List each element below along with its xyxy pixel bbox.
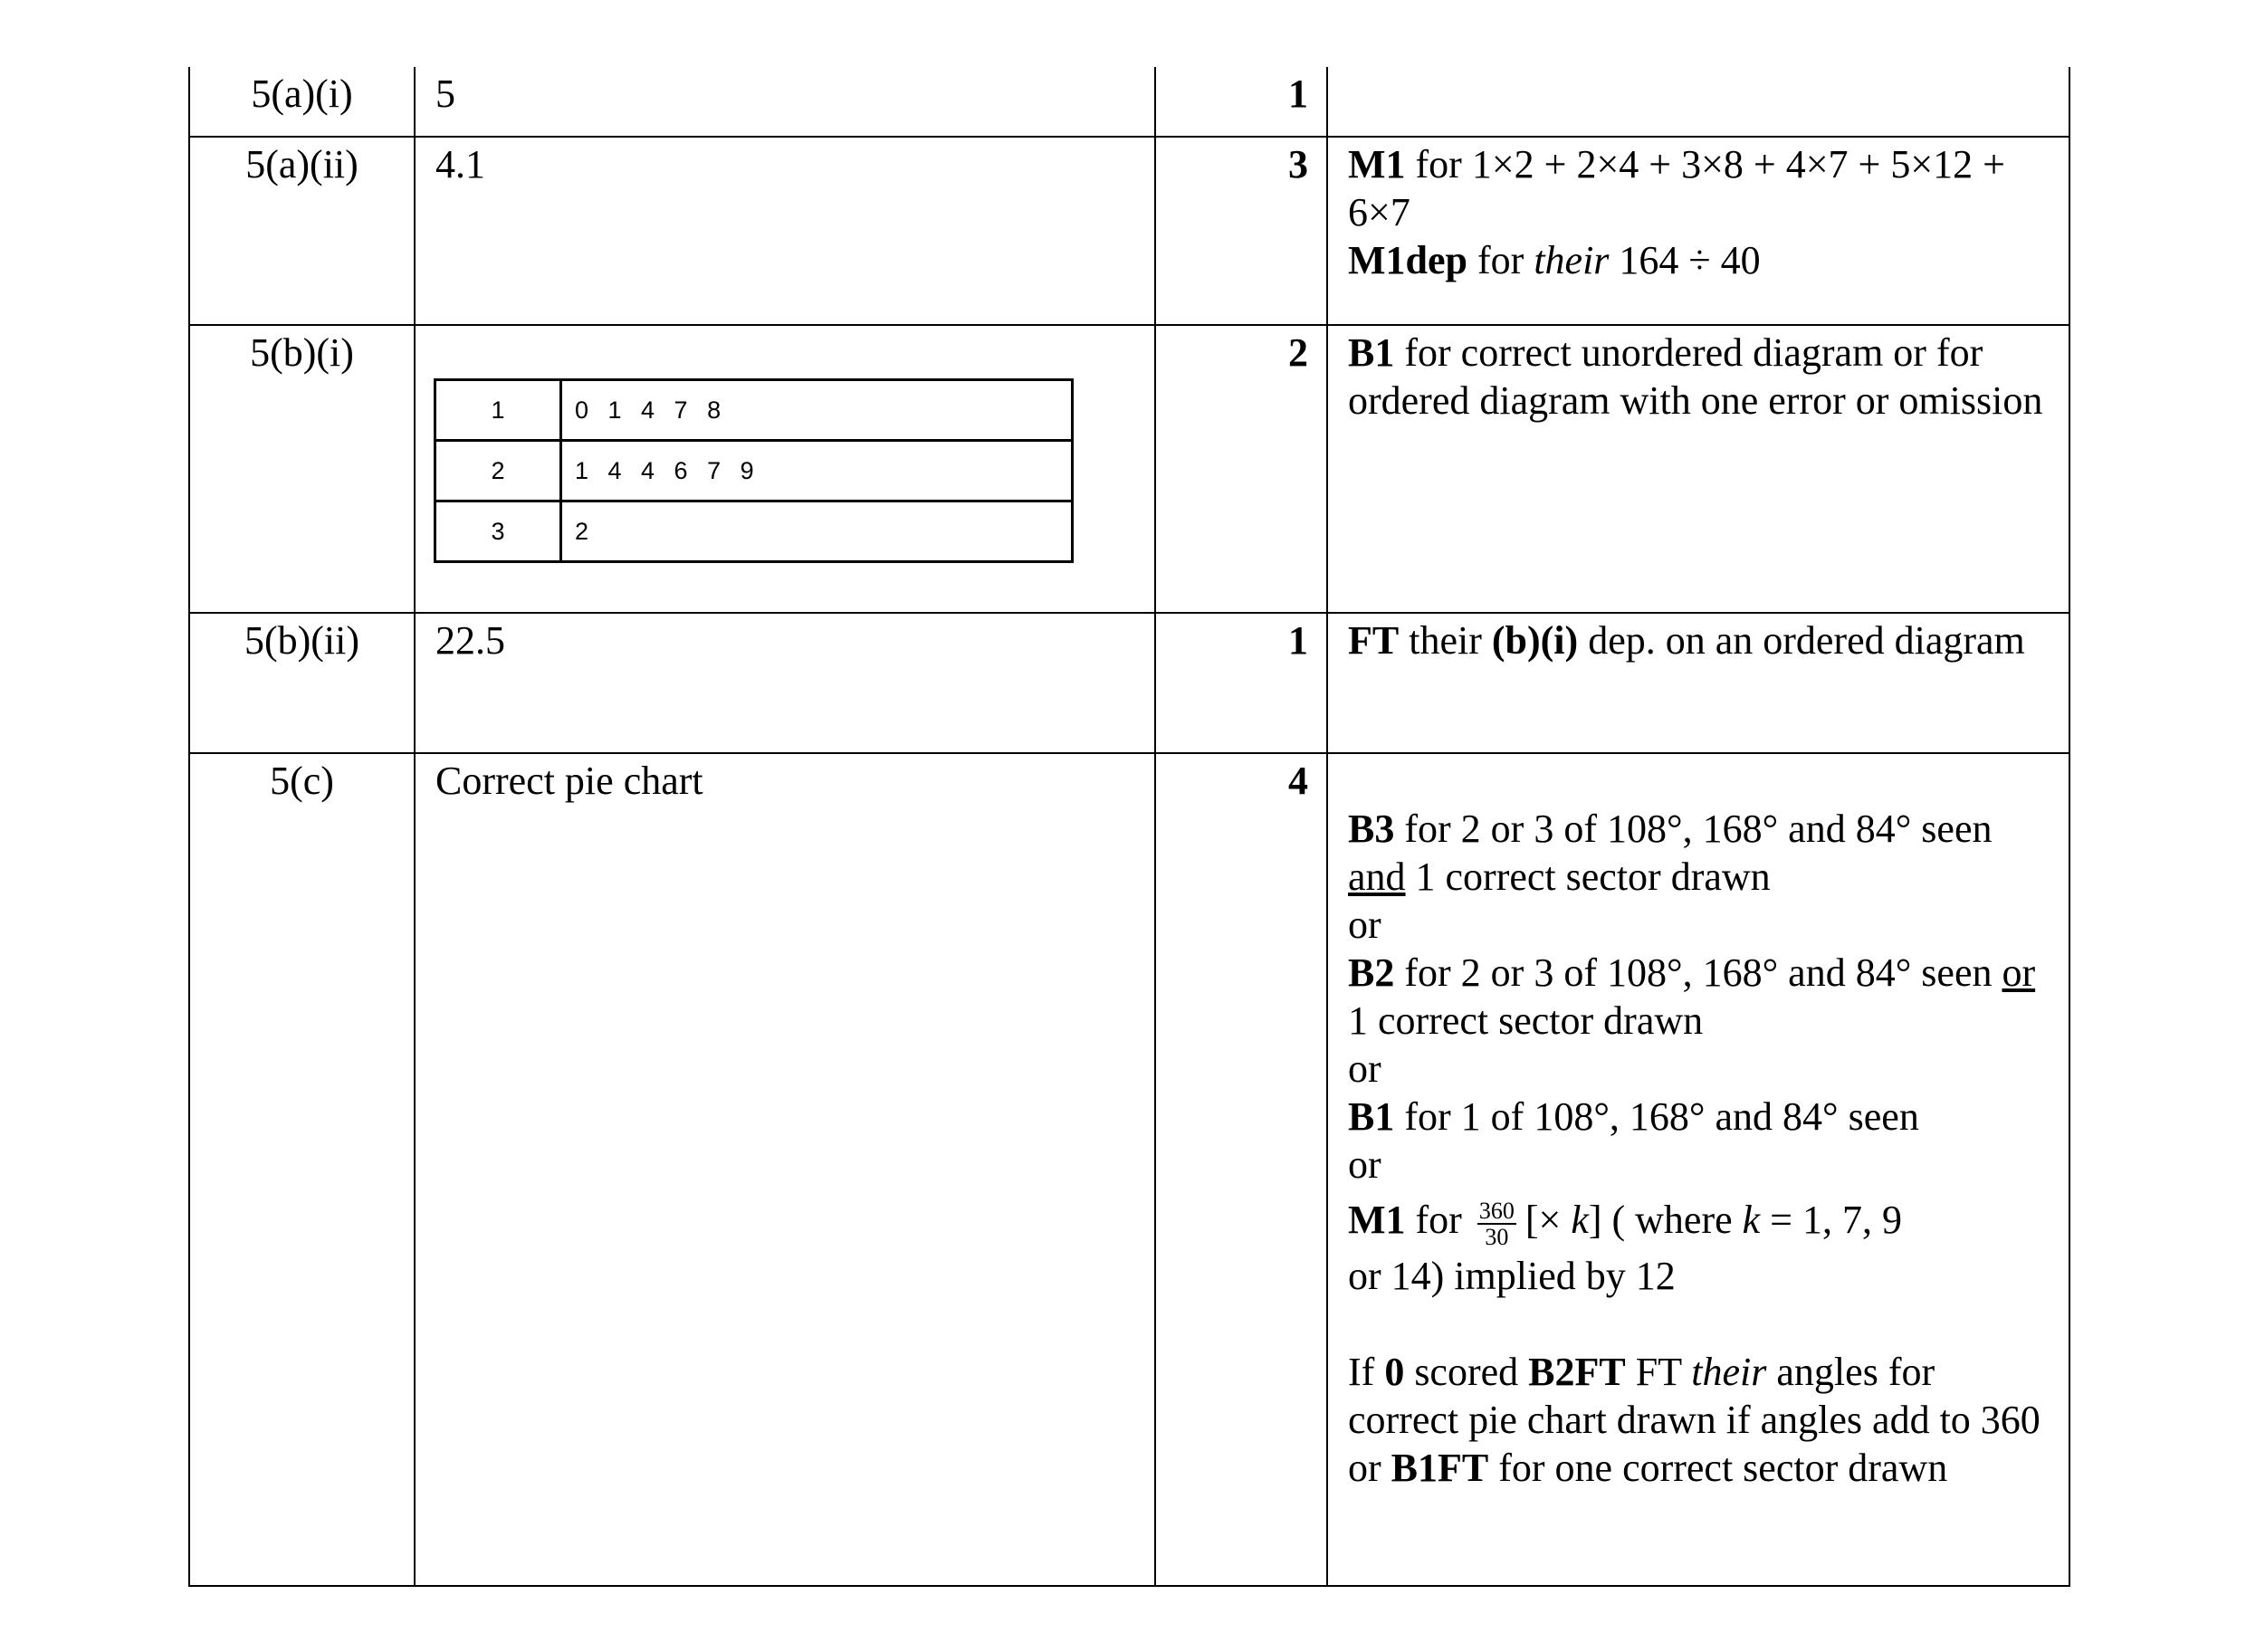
question-number: 5(c) bbox=[189, 753, 415, 1586]
guidance-m1-cont: or 14) implied by 12 bbox=[1348, 1254, 1676, 1298]
answer: 4.1 bbox=[415, 137, 1155, 325]
stem-leaf-row bbox=[435, 501, 1073, 562]
table-row bbox=[189, 325, 2069, 613]
answer bbox=[415, 325, 1155, 613]
marks: 3 bbox=[1155, 137, 1327, 325]
answer: 5 bbox=[415, 67, 1155, 137]
guidance-or: or bbox=[1348, 902, 1381, 947]
question-number: 5(b)(ii) bbox=[189, 613, 415, 753]
stem-leaf-row bbox=[435, 380, 1073, 441]
marks: 4 bbox=[1155, 753, 1327, 1586]
marks: 1 bbox=[1155, 613, 1327, 753]
guidance-b2: B2 for 2 or 3 of 108°, 168° and 84° seen or 1 correct sector drawn bbox=[1348, 950, 2036, 1043]
guidance-b1ft: or B1FT for one correct sector drawn bbox=[1348, 1446, 1948, 1490]
mark-scheme-table bbox=[188, 67, 2070, 1587]
marks: 2 bbox=[1155, 325, 1327, 613]
stem: 1 bbox=[435, 380, 561, 441]
marks: 1 bbox=[1155, 67, 1327, 137]
guidance bbox=[1327, 67, 2069, 137]
table-row bbox=[189, 67, 2069, 137]
fraction: $\frac{360}{30}$ bbox=[1478, 1197, 1515, 1250]
guidance-line: M1 for 1×2 + 2×4 + 3×8 + 4×7 + 5×12 + 6×7 bbox=[1348, 142, 2005, 234]
guidance-line: M1dep for their 164 ÷ 40 bbox=[1348, 238, 1761, 282]
table-row bbox=[189, 753, 2069, 1586]
question-number: 5(a)(ii) bbox=[189, 137, 415, 325]
stem-leaf-row bbox=[435, 441, 1073, 501]
guidance-m1: M1 for $\frac{360}{30}$ [× k] ( where k = 1, 7, 9 bbox=[1348, 1197, 1902, 1250]
question-number: 5(a)(i) bbox=[189, 67, 415, 137]
stem: 3 bbox=[435, 501, 561, 562]
leaves: 0 1 4 7 8 bbox=[561, 380, 1073, 441]
answer: 22.5 bbox=[415, 613, 1155, 753]
guidance-or: or bbox=[1348, 1046, 1381, 1091]
table-row bbox=[189, 137, 2069, 325]
leaves: 1 4 4 6 7 9 bbox=[561, 441, 1073, 501]
stem-and-leaf-diagram bbox=[434, 378, 1074, 563]
leaves: 2 bbox=[561, 501, 1073, 562]
guidance bbox=[1327, 753, 2069, 1586]
guidance-b3: B3 for 2 or 3 of 108°, 168° and 84° seen and 1 correct sector drawn bbox=[1348, 807, 1993, 899]
guidance: B1 for correct unordered diagram or for ordered diagram with one error or omission bbox=[1327, 325, 2069, 613]
question-number: 5(b)(i) bbox=[189, 325, 415, 613]
answer: Correct pie chart bbox=[415, 753, 1155, 1586]
guidance-or: or bbox=[1348, 1142, 1381, 1187]
guidance-b1: B1 for 1 of 108°, 168° and 84° seen bbox=[1348, 1094, 1919, 1139]
table-row bbox=[189, 613, 2069, 753]
guidance-ft: If 0 scored B2FT FT their angles for correct pie chart drawn if angles add to 360 bbox=[1348, 1350, 2041, 1442]
guidance bbox=[1327, 137, 2069, 325]
stem: 2 bbox=[435, 441, 561, 501]
guidance: FT their (b)(i) dep. on an ordered diagram bbox=[1327, 613, 2069, 753]
